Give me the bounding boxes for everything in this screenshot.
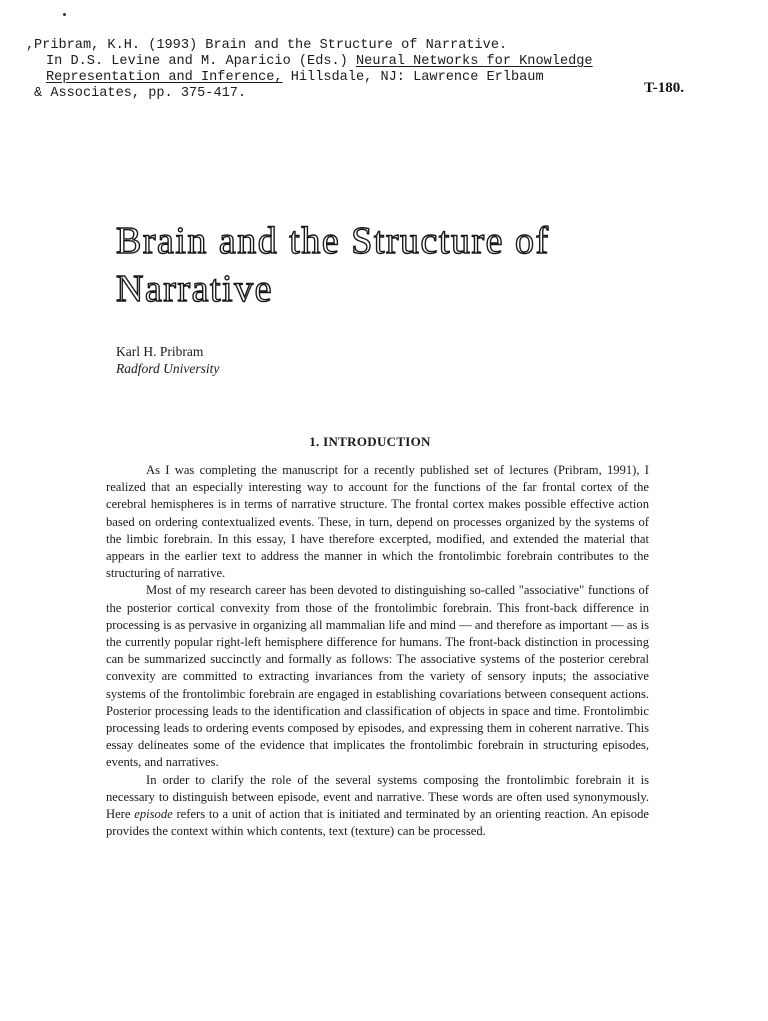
author-affiliation: Radford University	[116, 361, 220, 376]
term-episode: episode	[134, 807, 173, 822]
citation-line-4: & Associates, pp. 375-417.	[34, 86, 247, 101]
paragraph-2: Most of my research career has been devoted to distinguishing so-called "associative" functions of the posterior cortical convexity from those of the frontolimbic forebrain. This front-back difference in processing is as pervasive in organizing all mammalian life and mind — and therefore as important — as is the currently popular right-left hemisphere difference for humans. The front-back distinction in processing can be summarized succinctly and formally as follows: The associative systems of the posterior cerebral convexity are committed to extracting invariances from the variety of sensory inputs; the associative systems of the frontolimbic forebrain are engaged in establishing covariations between consequent actions. Posterior processing leads to the identification and classification of objects in space and time. Frontolimbic processing leads to ordering events composed by episodes, and expressing them in coherent narrative. This essay delineates some of the evidence that implicates the frontolimbic forebrain in structuring episodes, events, and narratives.	[106, 583, 649, 770]
article-title	[116, 217, 676, 313]
paragraph-1: As I was completing the manuscript for a recently published set of lectures (Pribram, 1991), I realized that an especially interesting way to account for the functions of the far frontal cortex of the cerebral hemispheres is in terms of narrative structure. The frontal cortex makes possible effective action based on ordering contextualized events. These, in turn, depend on processes organized by the systems of the limbic forebrain. In this essay, I have therefore excerpted, modified, and extended the material that appears in the earlier text to address the manner in which the frontolimbic forebrain contributes to the structuring of narrative.	[106, 463, 649, 581]
article-title-line-1: Brain and the Structure of	[116, 220, 550, 262]
citation-line-2: In D.S. Levine and M. Aparicio (Eds.) Neural Networks for Knowledge	[46, 54, 593, 69]
author-block	[116, 343, 219, 377]
citation-line-3: Representation and Inference, Hillsdale, NJ: Lawrence Erlbaum	[46, 70, 544, 85]
book-title-part-1: Neural Networks for Knowledge	[356, 54, 593, 69]
book-title-part-2: Representation and Inference,	[46, 70, 283, 85]
article-title-line-2: Narrative	[116, 268, 273, 310]
citation-line-1: ,Pribram, K.H. (1993) Brain and the Structure of Narrative.	[26, 38, 508, 53]
document-tag: T-180.	[644, 80, 684, 96]
scan-speck	[63, 13, 66, 16]
section-heading: 1. INTRODUCTION	[309, 434, 431, 449]
body-text	[106, 462, 649, 840]
paragraph-3: In order to clarify the role of the several systems composing the frontolimbic forebrain it is necessary to distinguish between episode, event and narrative. These words are often used synonymously. Here episode refers to a unit of action that is initiated and terminated by an orienting reaction. An episode provides the context within which contents, text (texture) can be processed.	[106, 772, 649, 839]
author-name: Karl H. Pribram	[116, 344, 204, 359]
citation-header	[26, 38, 594, 102]
